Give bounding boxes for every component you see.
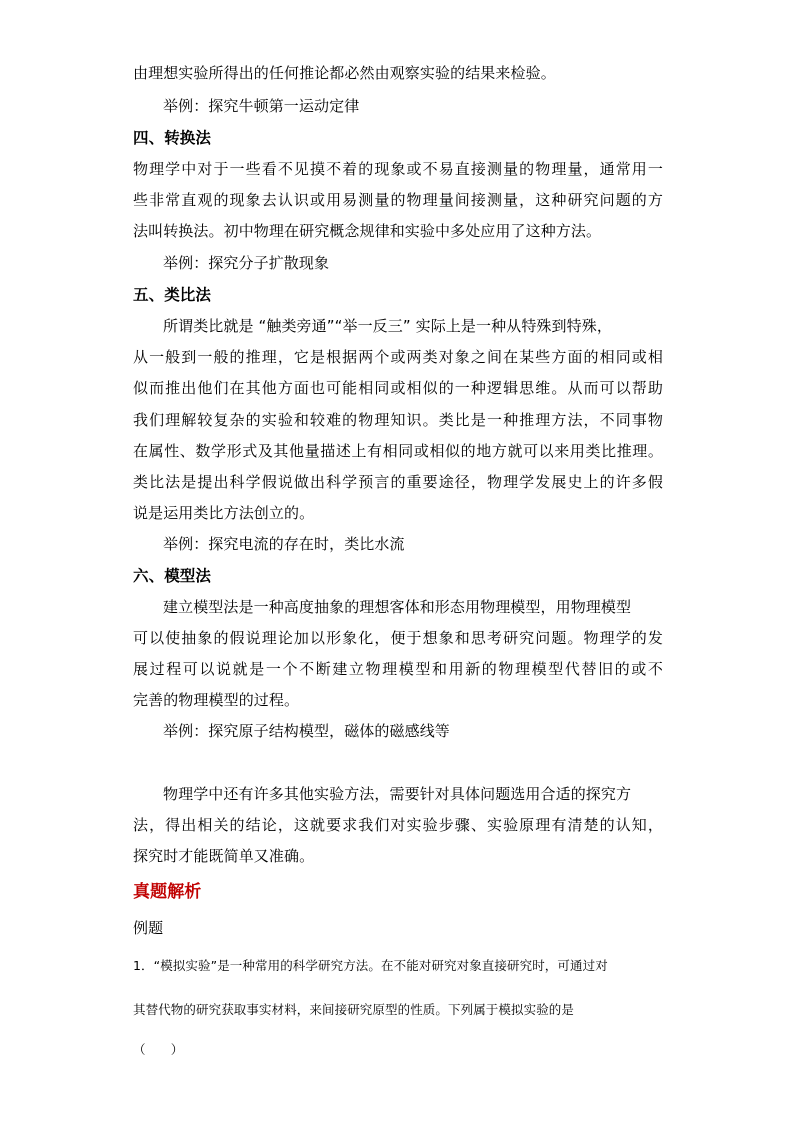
example-line: 举例：探究牛顿第一运动定律 xyxy=(163,97,360,115)
text-line: 建立模型法是一种高度抽象的理想客体和形态用物理模型，用物理模型 xyxy=(163,598,632,616)
section-title-red: 真题解析 xyxy=(133,882,202,902)
text-line: 可以使抽象的假说理论加以形象化，便于想象和思考研究问题。物理学的发 xyxy=(133,629,663,647)
section-heading: 六、模型法 xyxy=(133,567,212,585)
text-line: 在属性、数学形式及其他量描述上有相同或相似的地方就可以来用类比推理。 xyxy=(133,442,663,460)
text-line: 由理想实验所得出的任何推论都必然由观察实验的结果来检验。 xyxy=(133,64,556,82)
section-heading: 四、转换法 xyxy=(133,129,212,147)
text-line: 完善的物理模型的过程。 xyxy=(133,691,300,709)
text-line: 从一般到一般的推理，它是根据两个或两类对象之间在某些方面的相同或相 xyxy=(133,348,663,366)
text-line: 些非常直观的现象去认识或用易测量的物理量间接测量，这种研究问题的方 xyxy=(133,191,663,209)
question-text: 1．“模拟实验”是一种常用的科学研究方法。在不能对研究对象直接研究时，可通过对 xyxy=(133,958,608,973)
text-line: 法，得出相关的结论，这就要求我们对实验步骤、实验原理有清楚的认知， xyxy=(133,816,663,834)
example-line: 举例：探究原子结构模型，磁体的磁感线等 xyxy=(163,722,450,740)
text-line: 物理学中还有许多其他实验方法，需要针对具体问题选用合适的探究方 xyxy=(163,785,632,803)
text-line: 法叫转换法。初中物理在研究概念规律和实验中多处应用了这种方法。 xyxy=(133,222,602,240)
text-line: 说是运用类比方法创立的。 xyxy=(133,504,315,522)
text-line: 类比法是提出科学假说做出科学预言的重要途径，物理学发展史上的许多假 xyxy=(133,473,663,491)
section-heading: 五、类比法 xyxy=(133,286,212,304)
example-label: 例题 xyxy=(133,919,164,937)
example-line: 举例：探究电流的存在时，类比水流 xyxy=(163,535,405,553)
text-line: 展过程可以说就是一个不断建立物理模型和用新的物理模型代替旧的或不 xyxy=(133,660,663,678)
text-line: 物理学中对于一些看不见摸不着的现象或不易直接测量的物理量，通常用一 xyxy=(133,160,663,178)
example-line: 举例：探究分子扩散现象 xyxy=(163,254,330,272)
answer-blank: （ ） xyxy=(133,1042,184,1057)
text-line: 我们理解较复杂的实验和较难的物理知识。类比是一种推理方法，不同事物 xyxy=(133,411,663,429)
question-text: 其替代物的研究获取事实材料，来间接研究原型的性质。下列属于模拟实验的是 xyxy=(133,1002,575,1017)
text-line: 似而推出他们在其他方面也可能相同或相似的一种逻辑思维。从而可以帮助 xyxy=(133,379,663,397)
text-line: 探究时才能既简单又准确。 xyxy=(133,847,315,865)
text-line: 所谓类比就是 “触类旁通”“举一反三” 实际上是一种从特殊到特殊， xyxy=(163,317,612,335)
